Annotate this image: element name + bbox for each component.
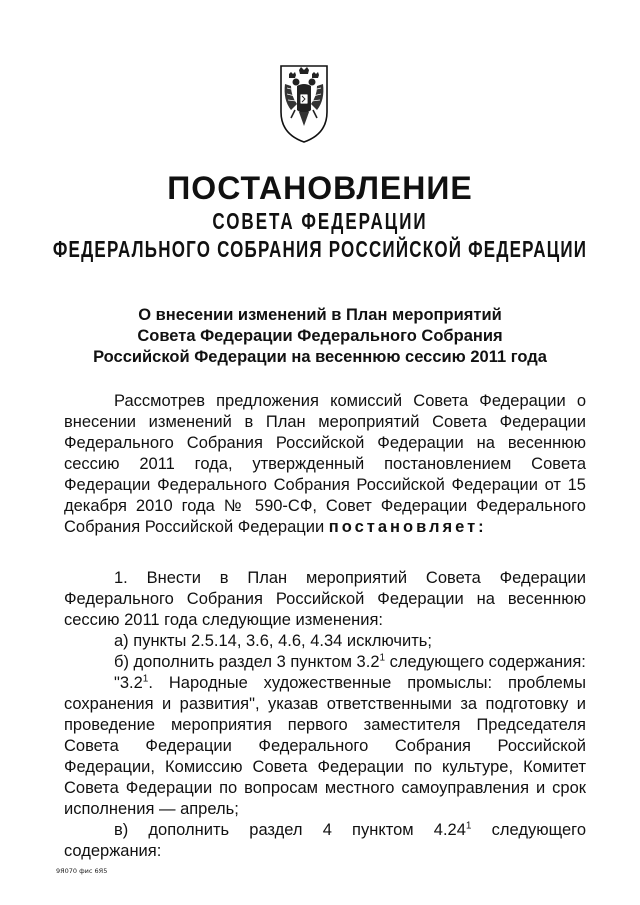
item-b-suffix: следующего содержания:: [385, 653, 586, 671]
items-block: [64, 568, 586, 862]
preamble-text: Рассмотрев предложения комиссий Совета Федерации о внесении изменений в План мероприятий Совета Федерации Федерального Собрания Российской Федерации на весеннюю сессию 2011 года, утвержденный постановлением Совета Федерации Федерального Собрания Российской Федерации от 15 декабря 2010 года № 590-СФ, Совет Федерации Федерального Собрания Российской Федерации: [64, 392, 586, 536]
coat-of-arms-icon: [277, 60, 331, 144]
quote-prefix: "3.2: [114, 674, 143, 692]
subject-line-3: Российской Федерации на весеннюю сессию 2011 года: [93, 348, 547, 366]
subject-line-1: О внесении изменений в План мероприятий: [138, 306, 502, 324]
preamble-paragraph: [64, 391, 586, 538]
quote-text: . Народные художественные промыслы: проблемы сохранения и развития", указав ответственными за подготовку и проведение мероприятия первого заместителя Председателя Совета Федерации Федерального Собрания Российской Федерации, Комиссию Совета Федерации по культуре, Комитет Совета Федерации по вопросам местного самоуправления и срок исполнения — апрель;: [64, 674, 586, 818]
item-a-paragraph: а) пункты 2.5.14, 3.6, 4.6, 4.34 исключить;: [114, 632, 432, 650]
item-c-superscript: 1: [465, 820, 472, 832]
item-b-paragraph: [64, 652, 586, 673]
document-subtitle-council: СОВЕТА ФЕДЕРАЦИИ: [212, 208, 428, 235]
subject-line-2: Совета Федерации Федерального Собрания: [137, 327, 503, 345]
item-b-prefix: б) дополнить раздел 3 пунктом 3.2: [114, 653, 380, 671]
item-b-superscript: 1: [379, 652, 386, 664]
item-c-paragraph: [64, 820, 586, 862]
document-subject: [0, 305, 640, 368]
decides-word: постановляет:: [328, 518, 487, 536]
document-title: ПОСТАНОВЛЕНИЕ: [167, 170, 473, 206]
quote-superscript: 1: [142, 673, 149, 685]
footer-code: 9Я070 фис 6Я5: [56, 867, 108, 875]
item-c-suffix: следующего содержания:: [64, 821, 586, 860]
item-c-prefix: в) дополнить раздел 4 пунктом 4.24: [114, 821, 466, 839]
document-subtitle-assembly: ФЕДЕРАЛЬНОГО СОБРАНИЯ РОССИЙСКОЙ ФЕДЕРАЦИИ: [52, 236, 588, 263]
preamble-block: [64, 391, 586, 538]
item-1-paragraph: 1. Внести в План мероприятий Совета Федерации Федерального Собрания Российской Федерации на весеннюю сессию 2011 года следующие изменения:: [64, 569, 586, 629]
item-quote-paragraph: [64, 673, 586, 820]
